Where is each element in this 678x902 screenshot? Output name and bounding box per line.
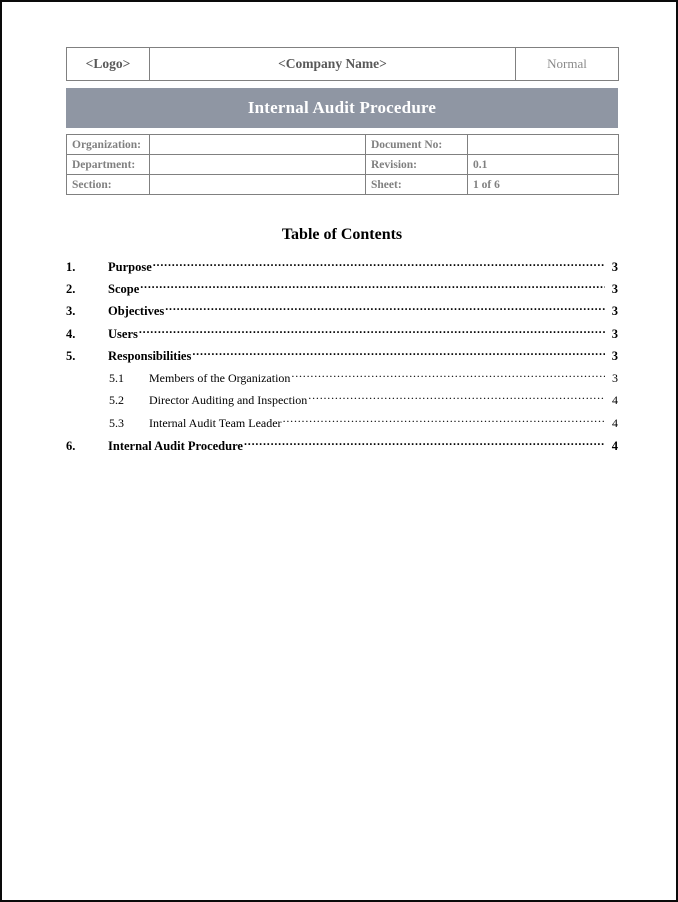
toc-entry[interactable]	[66, 303, 618, 325]
toc-dot-leader	[308, 392, 605, 404]
sheet-value: 1 of 6	[468, 175, 619, 195]
toc-entry-label: Objectives	[108, 304, 165, 319]
toc-entry-number: 5.1	[109, 370, 124, 385]
toc-entry-number: 5.2	[109, 393, 124, 408]
table-row	[67, 175, 619, 195]
section-label: Section:	[67, 175, 150, 195]
toc-dot-leader	[165, 303, 605, 316]
toc-dot-leader	[192, 348, 605, 361]
toc-entry[interactable]	[66, 348, 618, 370]
toc-entry-page-number: 3	[611, 349, 618, 364]
toc-entry-page-number: 3	[611, 259, 618, 274]
toc-entry-page-number: 3	[611, 281, 618, 296]
toc-entry-page-number: 4	[612, 415, 618, 430]
toc-entry-label: Scope	[108, 281, 140, 296]
section-value	[150, 175, 366, 195]
toc-entry[interactable]	[66, 437, 618, 459]
toc-entry-label: Purpose	[108, 259, 152, 274]
toc-entry-label: Members of the Organization	[149, 370, 291, 385]
toc-entry[interactable]	[66, 415, 618, 437]
sheet-label: Sheet:	[366, 175, 468, 195]
toc-entry-number: 6.	[66, 438, 76, 453]
document-no-value	[468, 135, 619, 155]
toc-entry[interactable]	[66, 280, 618, 302]
header-row	[67, 48, 619, 81]
toc-dot-leader	[153, 258, 605, 271]
toc-entry-number: 2.	[66, 281, 76, 296]
toc-entry-label: Internal Audit Team Leader	[149, 415, 282, 430]
toc-entry-page-number: 3	[612, 370, 618, 385]
toc-entry[interactable]	[66, 392, 618, 414]
toc-entry[interactable]	[66, 325, 618, 347]
toc-entry-label: Director Auditing and Inspection	[149, 393, 308, 408]
revision-value: 0.1	[468, 155, 619, 175]
toc-dot-leader	[283, 415, 605, 427]
toc-entry-page-number: 4	[612, 393, 618, 408]
company-name-cell: <Company Name>	[150, 48, 516, 81]
toc-entry-page-number: 3	[611, 326, 618, 341]
table-of-contents	[66, 258, 618, 460]
department-label: Department:	[67, 155, 150, 175]
toc-entry-label: Users	[108, 326, 138, 341]
organization-value	[150, 135, 366, 155]
table-row	[67, 155, 619, 175]
revision-label: Revision:	[366, 155, 468, 175]
document-status-cell: Normal	[516, 48, 619, 81]
organization-label: Organization:	[67, 135, 150, 155]
document-no-label: Document No:	[366, 135, 468, 155]
logo-placeholder-cell: <Logo>	[67, 48, 150, 81]
toc-entry-number: 5.	[66, 349, 76, 364]
toc-entry-label: Responsibilities	[108, 349, 192, 364]
toc-entry-number: 3.	[66, 304, 76, 319]
toc-dot-leader	[244, 437, 605, 450]
document-title-banner	[66, 88, 618, 128]
toc-dot-leader	[139, 325, 605, 338]
toc-entry-number: 4.	[66, 326, 76, 341]
document-meta-table	[66, 134, 619, 195]
document-header-table	[66, 47, 619, 81]
toc-entry-number: 1.	[66, 259, 76, 274]
toc-dot-leader	[291, 370, 605, 382]
toc-entry[interactable]	[66, 258, 618, 280]
department-value	[150, 155, 366, 175]
toc-entry-number: 5.3	[109, 415, 124, 430]
table-row	[67, 135, 619, 155]
toc-entry[interactable]	[66, 370, 618, 392]
toc-dot-leader	[140, 280, 605, 293]
toc-entry-page-number: 3	[611, 304, 618, 319]
toc-entry-page-number: 4	[611, 438, 618, 453]
toc-entry-label: Internal Audit Procedure	[108, 438, 243, 453]
document-title: Internal Audit Procedure	[247, 98, 437, 117]
toc-heading: Table of Contents	[281, 226, 403, 243]
